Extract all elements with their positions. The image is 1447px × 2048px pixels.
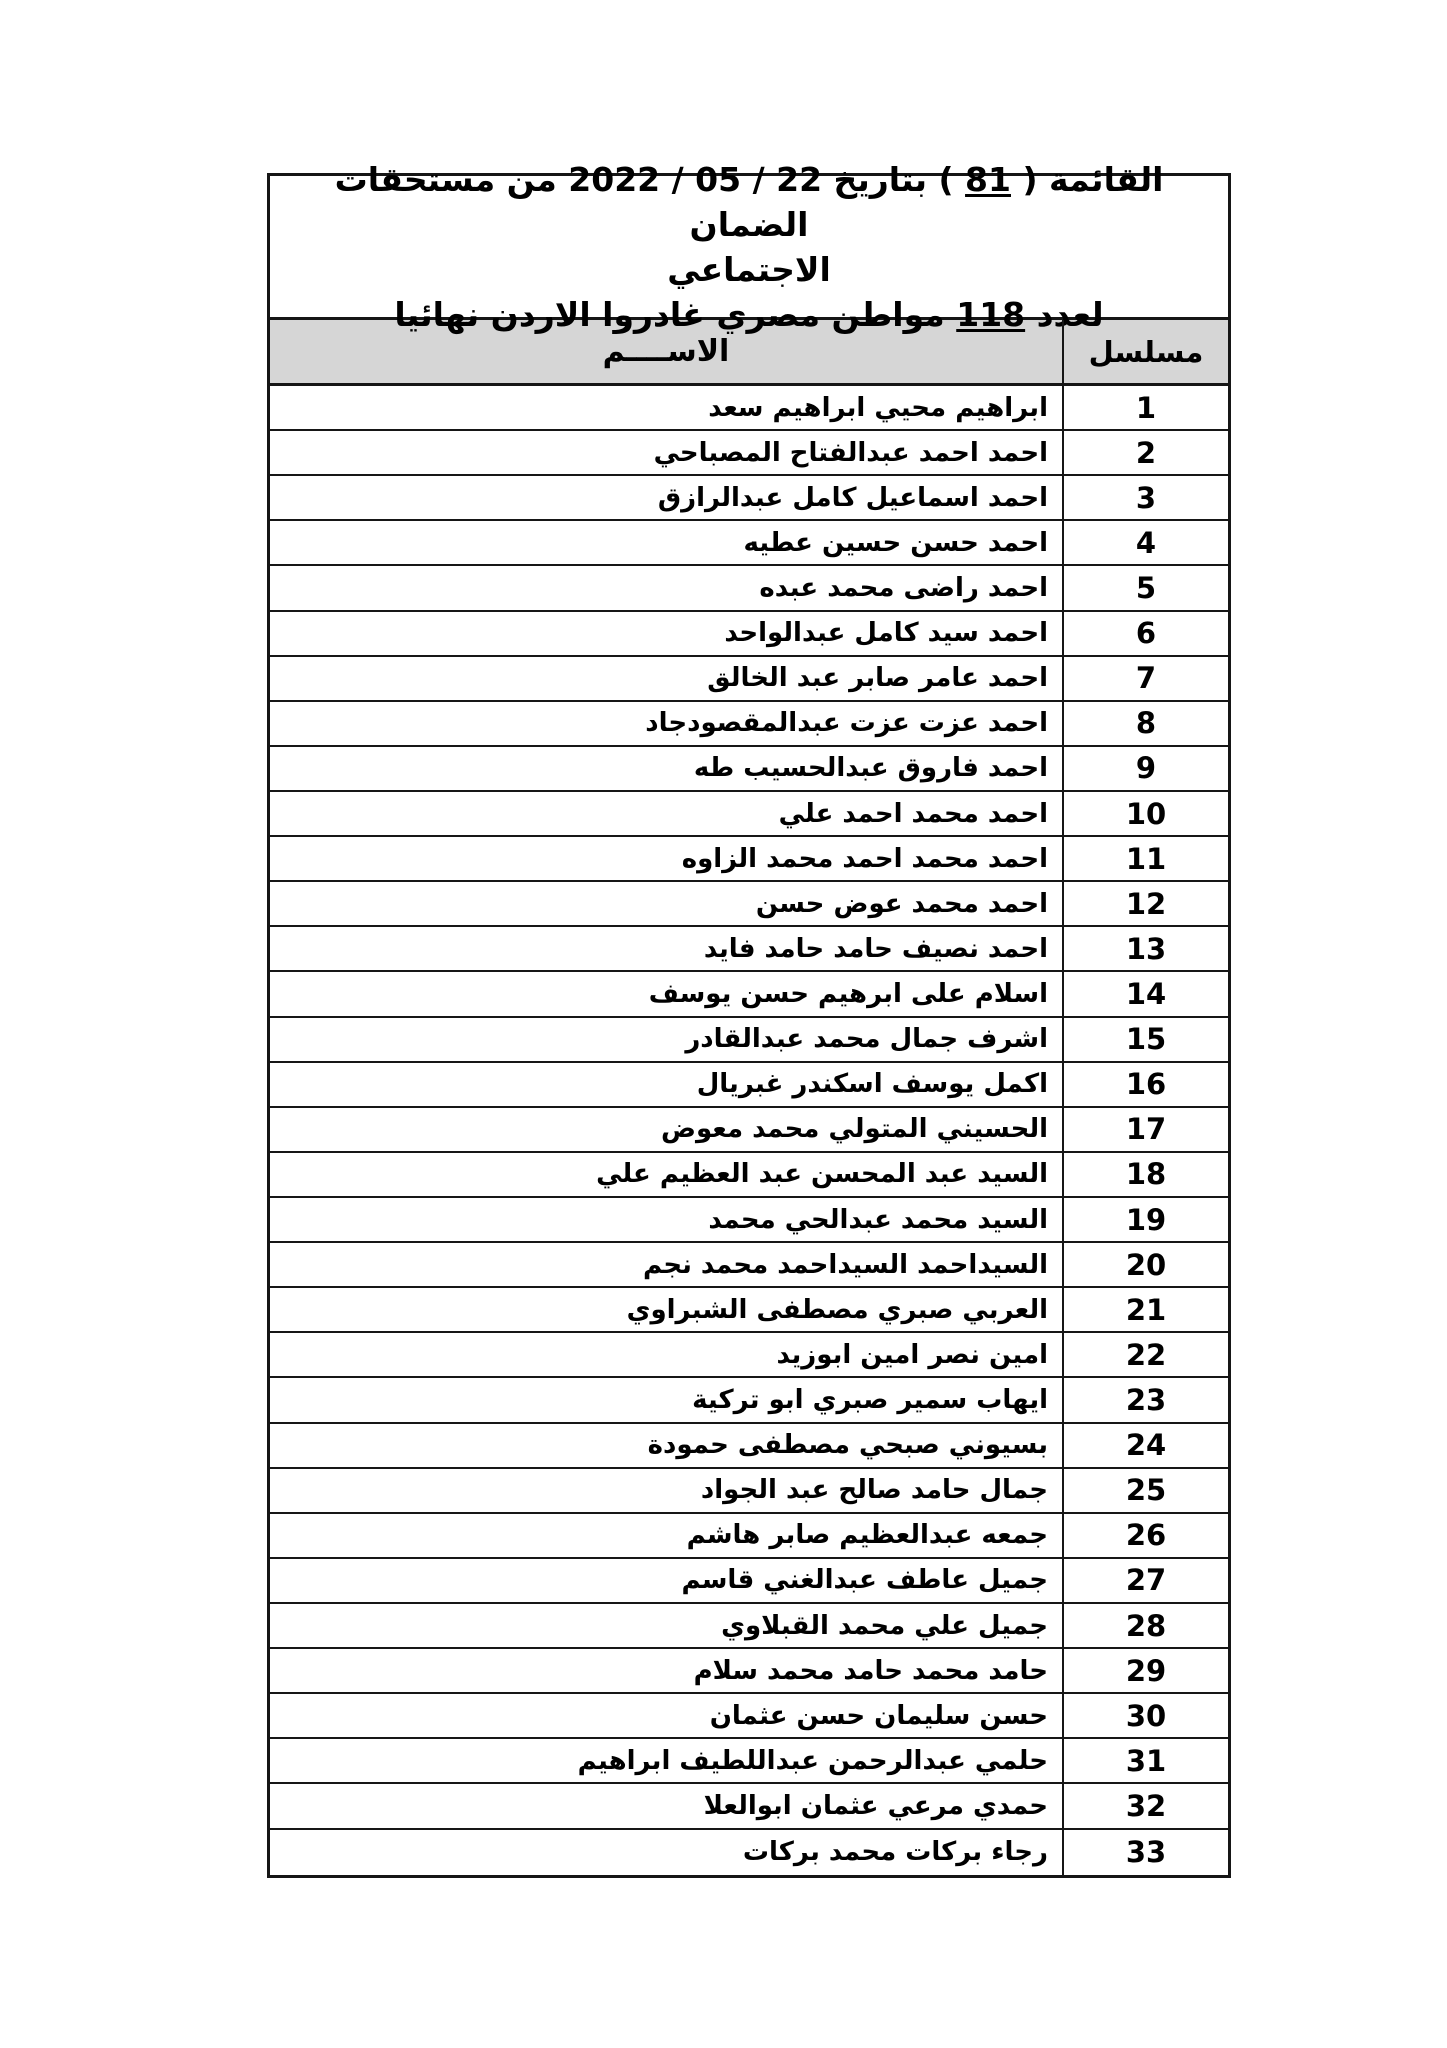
table-row bbox=[270, 1559, 1228, 1604]
row-serial: 23 bbox=[1062, 1378, 1228, 1421]
row-name: ايهاب سمير صبري ابو تركية bbox=[692, 1384, 1048, 1415]
row-serial: 11 bbox=[1062, 837, 1228, 880]
row-serial: 21 bbox=[1062, 1288, 1228, 1331]
table-row bbox=[270, 1198, 1228, 1243]
row-serial: 9 bbox=[1062, 747, 1228, 790]
row-serial: 3 bbox=[1062, 476, 1228, 519]
table-row bbox=[270, 1333, 1228, 1378]
table-row bbox=[270, 1378, 1228, 1423]
row-serial: 22 bbox=[1062, 1333, 1228, 1376]
table-row bbox=[270, 566, 1228, 611]
table-row bbox=[270, 702, 1228, 747]
row-name: العربي صبري مصطفى الشبراوي bbox=[626, 1294, 1048, 1325]
table-row bbox=[270, 476, 1228, 521]
row-serial: 12 bbox=[1062, 882, 1228, 925]
row-name: احمد عامر صابر عبد الخالق bbox=[707, 663, 1048, 694]
row-serial: 20 bbox=[1062, 1243, 1228, 1286]
table-row bbox=[270, 386, 1228, 431]
table-row bbox=[270, 1514, 1228, 1559]
title-line-1 bbox=[270, 157, 1228, 247]
table-row bbox=[270, 657, 1228, 702]
table-row bbox=[270, 521, 1228, 566]
table-row bbox=[270, 1694, 1228, 1739]
row-name: رجاء بركات محمد بركات bbox=[742, 1837, 1048, 1868]
row-name: السيد عبد المحسن عبد العظيم علي bbox=[596, 1159, 1048, 1190]
column-header-serial: مسلسل bbox=[1062, 320, 1228, 383]
row-serial: 28 bbox=[1062, 1604, 1228, 1647]
title-line1-text-before: القائمة ( bbox=[1010, 159, 1164, 199]
row-serial: 1 bbox=[1062, 386, 1228, 429]
document-title-box bbox=[270, 159, 1228, 334]
table-row bbox=[270, 837, 1228, 882]
row-serial: 15 bbox=[1062, 1018, 1228, 1061]
list-table bbox=[267, 159, 1231, 1878]
row-name: احمد محمد احمد علي bbox=[778, 798, 1048, 829]
row-serial: 18 bbox=[1062, 1153, 1228, 1196]
table-row bbox=[270, 1830, 1228, 1875]
table-header-row bbox=[270, 320, 1228, 386]
row-serial: 17 bbox=[1062, 1108, 1228, 1151]
table-row bbox=[270, 1739, 1228, 1784]
row-name: حمدي مرعي عثمان ابوالعلا bbox=[703, 1790, 1048, 1821]
row-serial: 10 bbox=[1062, 792, 1228, 835]
table-row bbox=[270, 972, 1228, 1017]
title-line-2: الاجتماعي bbox=[667, 249, 831, 289]
row-name: اكمل يوسف اسكندر غبريال bbox=[696, 1069, 1048, 1100]
table-row bbox=[270, 1288, 1228, 1333]
row-name: السيداحمد السيداحمد محمد نجم bbox=[642, 1249, 1048, 1280]
title-line1-text-after: ) بتاريخ 22 / 05 / 2022 من مستحقات الضمان bbox=[334, 159, 966, 244]
row-name: احمد فاروق عبدالحسيب طه bbox=[693, 753, 1048, 784]
row-name: حلمي عبدالرحمن عبداللطيف ابراهيم bbox=[577, 1745, 1048, 1776]
row-name: السيد محمد عبدالحي محمد bbox=[708, 1204, 1048, 1235]
table-row bbox=[270, 747, 1228, 792]
title-line3-text-after: مواطن مصري غادروا الاردن نهائيا bbox=[394, 294, 957, 334]
row-name: احمد حسن حسين عطيه bbox=[743, 527, 1048, 558]
row-name: اشرف جمال محمد عبدالقادر bbox=[685, 1024, 1048, 1055]
row-serial: 32 bbox=[1062, 1784, 1228, 1827]
row-name: احمد نصيف حامد حامد فايد bbox=[703, 933, 1048, 964]
column-header-name: الاســــم bbox=[602, 334, 730, 369]
row-name: جميل عاطف عبدالغني قاسم bbox=[681, 1565, 1048, 1596]
row-serial: 29 bbox=[1062, 1649, 1228, 1692]
row-name: احمد عزت عزت عبدالمقصودجاد bbox=[645, 708, 1048, 739]
table-row bbox=[270, 927, 1228, 972]
row-serial: 24 bbox=[1062, 1424, 1228, 1467]
row-serial: 31 bbox=[1062, 1739, 1228, 1782]
row-name: احمد سيد كامل عبدالواحد bbox=[724, 618, 1048, 649]
row-name: احمد محمد احمد محمد الزاوه bbox=[681, 843, 1048, 874]
row-name: جميل علي محمد القبلاوي bbox=[721, 1610, 1048, 1641]
table-row bbox=[270, 1108, 1228, 1153]
table-row bbox=[270, 431, 1228, 476]
row-serial: 25 bbox=[1062, 1469, 1228, 1512]
row-name: احمد اسماعيل كامل عبدالرازق bbox=[657, 482, 1048, 513]
row-name: حامد محمد حامد محمد سلام bbox=[693, 1655, 1048, 1686]
row-name: احمد راضى محمد عبده bbox=[759, 572, 1048, 603]
row-serial: 8 bbox=[1062, 702, 1228, 745]
row-name: حسن سليمان حسن عثمان bbox=[709, 1700, 1048, 1731]
row-name: اسلام على ابرهيم حسن يوسف bbox=[648, 978, 1048, 1009]
table-row bbox=[270, 1424, 1228, 1469]
row-name: الحسيني المتولي محمد معوض bbox=[661, 1114, 1048, 1145]
table-row bbox=[270, 1153, 1228, 1198]
table-row bbox=[270, 1784, 1228, 1829]
row-name: بسيوني صبحي مصطفى حمودة bbox=[647, 1430, 1048, 1461]
row-serial: 7 bbox=[1062, 657, 1228, 700]
row-serial: 5 bbox=[1062, 566, 1228, 609]
row-name: جمال حامد صالح عبد الجواد bbox=[700, 1475, 1048, 1506]
row-serial: 16 bbox=[1062, 1063, 1228, 1106]
row-serial: 2 bbox=[1062, 431, 1228, 474]
row-serial: 14 bbox=[1062, 972, 1228, 1015]
row-serial: 19 bbox=[1062, 1198, 1228, 1241]
list-number: 81 bbox=[965, 159, 1011, 199]
row-name: ابراهيم محيي ابراهيم سعد bbox=[708, 392, 1048, 423]
row-name: احمد احمد عبدالفتاح المصباحي bbox=[653, 437, 1048, 468]
row-serial: 6 bbox=[1062, 612, 1228, 655]
table-row bbox=[270, 612, 1228, 657]
row-serial: 27 bbox=[1062, 1559, 1228, 1602]
row-serial: 30 bbox=[1062, 1694, 1228, 1737]
row-name: جمعه عبدالعظيم صابر هاشم bbox=[686, 1520, 1048, 1551]
row-name: احمد محمد عوض حسن bbox=[755, 888, 1048, 919]
table-row bbox=[270, 1469, 1228, 1514]
table-body bbox=[270, 386, 1228, 1875]
table-row bbox=[270, 1649, 1228, 1694]
title-line3-text-before: لعدد bbox=[1025, 294, 1104, 334]
row-serial: 26 bbox=[1062, 1514, 1228, 1557]
table-row bbox=[270, 1604, 1228, 1649]
table-row bbox=[270, 882, 1228, 927]
table-row bbox=[270, 792, 1228, 837]
row-serial: 4 bbox=[1062, 521, 1228, 564]
row-serial: 13 bbox=[1062, 927, 1228, 970]
table-row bbox=[270, 1063, 1228, 1108]
table-row bbox=[270, 1018, 1228, 1063]
table-row bbox=[270, 1243, 1228, 1288]
row-serial: 33 bbox=[1062, 1830, 1228, 1875]
citizen-count-number: 118 bbox=[956, 294, 1026, 334]
row-name: امين نصر امين ابوزيد bbox=[776, 1339, 1048, 1370]
